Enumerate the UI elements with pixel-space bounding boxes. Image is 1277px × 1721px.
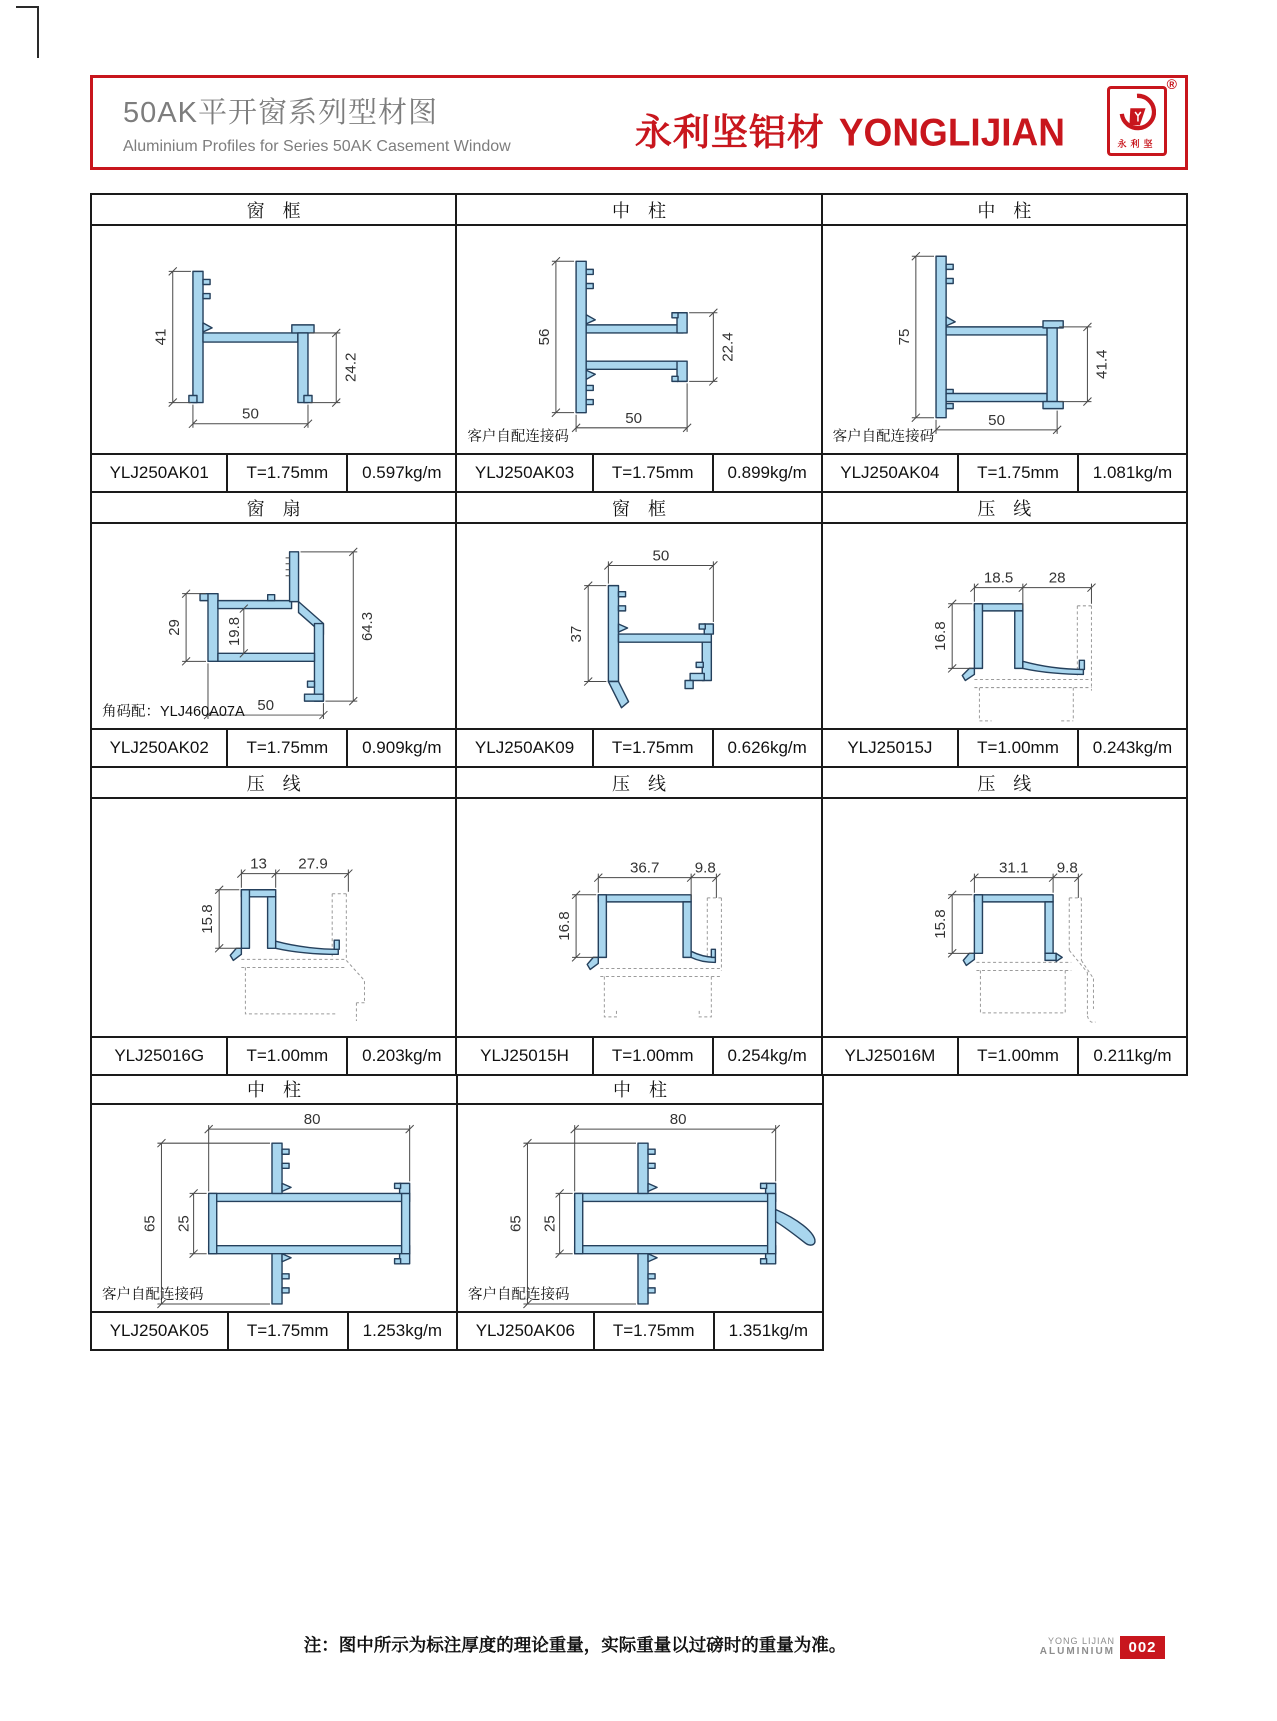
dimension-label: 28 bbox=[1048, 569, 1066, 587]
dimension-label: 37 bbox=[568, 625, 586, 643]
page-title-en: Aluminium Profiles for Series 50AK Casement Window bbox=[123, 138, 511, 155]
profile-drawing-YLJ250AK03 bbox=[457, 226, 822, 453]
dimension-label: 50 bbox=[242, 405, 259, 423]
profile-drawing-YLJ250AK04 bbox=[823, 226, 1186, 453]
profile-category-title: 中 柱 bbox=[613, 1079, 667, 1100]
cell-note: 客户自配连接码 bbox=[468, 1287, 570, 1303]
dimension-label: 25 bbox=[541, 1215, 559, 1232]
dimension-label: 50 bbox=[987, 411, 1005, 429]
weight-value: 0.243kg/m bbox=[1077, 730, 1186, 766]
dimension-label: 18.5 bbox=[983, 569, 1013, 587]
dimension-label: 56 bbox=[536, 328, 554, 346]
thickness-value: T=1.75mm bbox=[592, 730, 712, 766]
thickness-value: T=1.00mm bbox=[957, 730, 1077, 766]
dimension-label: 9.8 bbox=[1056, 859, 1078, 877]
brand-name-cn: 永利坚铝材 bbox=[634, 112, 825, 153]
model-number: YLJ250AK03 bbox=[474, 463, 575, 482]
profile-drawing-YLJ250AK09 bbox=[457, 524, 822, 728]
profile-category-title: 窗 框 bbox=[92, 195, 457, 224]
dimension-label: 80 bbox=[303, 1111, 321, 1129]
cell-note: 客户自配连接码 bbox=[832, 429, 935, 445]
weight-value: 1.081kg/m bbox=[1077, 455, 1186, 491]
dimension-label: 29 bbox=[166, 619, 184, 636]
weight-value: 0.909kg/m bbox=[346, 730, 455, 766]
thickness-value: T=1.75mm bbox=[592, 455, 712, 491]
profile-drawing-YLJ25015H bbox=[457, 799, 822, 1036]
profile-category-title: 压 线 bbox=[457, 768, 822, 797]
dimension-label: 50 bbox=[625, 409, 643, 427]
footer-note: 注：图中所示为标注厚度的理论重量，实际重量以过磅时的重量为准。 bbox=[303, 1635, 847, 1655]
footer-brand bbox=[975, 1636, 1115, 1658]
cell-note: 角码配：YLJ460A07A bbox=[102, 704, 245, 720]
profile-drawing-YLJ250AK01 bbox=[92, 226, 457, 453]
model-number: YLJ250AK09 bbox=[474, 738, 575, 757]
model-number: YLJ25016M bbox=[844, 1046, 936, 1065]
dimension-label: 24.2 bbox=[342, 352, 360, 382]
dimension-label: 9.8 bbox=[695, 859, 717, 877]
thickness-value: T=1.75mm bbox=[593, 1313, 713, 1349]
model-number: YLJ250AK06 bbox=[475, 1321, 575, 1340]
profile-category-title: 压 线 bbox=[92, 768, 457, 797]
page-title-cn: 50AK平开窗系列型材图 bbox=[123, 97, 438, 129]
dimension-label: 27.9 bbox=[298, 855, 328, 873]
model-number: YLJ250AK05 bbox=[109, 1321, 209, 1340]
model-number: YLJ25015H bbox=[480, 1046, 569, 1065]
weight-value: 0.597kg/m bbox=[346, 455, 455, 491]
weight-value: 0.626kg/m bbox=[712, 730, 821, 766]
footer-brand-line2: ALUMINIUM bbox=[1039, 1646, 1115, 1658]
header-box bbox=[90, 75, 1188, 170]
model-number: YLJ250AK02 bbox=[109, 738, 209, 757]
crop-mark-horizontal bbox=[16, 6, 39, 8]
dimension-label: 16.8 bbox=[556, 911, 574, 941]
thickness-value: T=1.00mm bbox=[957, 1038, 1077, 1074]
model-number: YLJ25016G bbox=[114, 1046, 205, 1065]
profile-drawing-YLJ250AK05 bbox=[92, 1105, 458, 1311]
model-number: YLJ250AK04 bbox=[840, 463, 940, 482]
profile-category-title: 窗 扇 bbox=[92, 493, 457, 522]
dimension-label: 41.4 bbox=[1093, 349, 1111, 379]
dimension-label: 80 bbox=[669, 1111, 687, 1129]
cell-note: 客户自配连接码 bbox=[467, 429, 569, 445]
profile-category-title: 压 线 bbox=[977, 773, 1032, 794]
dimension-label: 41 bbox=[152, 328, 170, 346]
yonglijian-logo-icon bbox=[1118, 93, 1156, 131]
weight-value: 1.253kg/m bbox=[347, 1313, 456, 1349]
yonglijian-logo bbox=[1107, 86, 1167, 156]
profile-category-title: 中 柱 bbox=[457, 195, 822, 224]
profile-category-title: 中 柱 bbox=[92, 1074, 458, 1103]
brand-name-en: YONGLIJIAN bbox=[838, 110, 1065, 154]
profile-drawing-YLJ25015J bbox=[823, 524, 1186, 728]
dimension-label: 36.7 bbox=[630, 859, 660, 877]
weight-value: 1.351kg/m bbox=[713, 1313, 822, 1349]
dimension-label: 25 bbox=[175, 1215, 193, 1232]
model-number: YLJ250AK01 bbox=[109, 463, 209, 482]
thickness-value: T=1.00mm bbox=[226, 1038, 346, 1074]
weight-value: 0.254kg/m bbox=[712, 1038, 821, 1074]
thickness-value: T=1.75mm bbox=[226, 730, 346, 766]
profiles-table bbox=[90, 193, 1188, 1076]
profile-category-title: 中 柱 bbox=[977, 200, 1032, 221]
dimension-label: 50 bbox=[652, 547, 670, 565]
dimension-label: 15.8 bbox=[931, 909, 949, 939]
model-number: YLJ25015J bbox=[847, 738, 933, 757]
dimension-label: 19.8 bbox=[225, 616, 243, 646]
page-number-badge: 002 bbox=[1120, 1636, 1165, 1659]
profiles-table-row4 bbox=[90, 1074, 824, 1351]
profile-drawing-YLJ250AK06 bbox=[458, 1105, 822, 1311]
footer-brand-line1: YONG LIJIAN bbox=[1047, 1636, 1115, 1646]
dimension-label: 13 bbox=[250, 855, 267, 873]
thickness-value: T=1.00mm bbox=[592, 1038, 712, 1074]
profile-category-title: 压 线 bbox=[977, 498, 1032, 519]
dimension-label: 15.8 bbox=[199, 904, 217, 934]
crop-mark-vertical bbox=[37, 6, 39, 58]
profile-drawing-YLJ25016G bbox=[92, 799, 457, 1036]
profile-drawing-YLJ250AK02 bbox=[92, 524, 457, 728]
dimension-label: 31.1 bbox=[998, 859, 1029, 877]
thickness-value: T=1.75mm bbox=[226, 455, 346, 491]
dimension-label: 64.3 bbox=[359, 611, 377, 642]
profile-category-title: 窗 框 bbox=[457, 493, 822, 522]
logo-characters: 永利坚 bbox=[1117, 139, 1157, 149]
profile-drawing-YLJ25016M bbox=[823, 799, 1186, 1036]
weight-value: 0.899kg/m bbox=[712, 455, 821, 491]
dimension-label: 50 bbox=[257, 697, 274, 715]
registered-trademark-icon: ® bbox=[1166, 76, 1177, 92]
dimension-label: 22.4 bbox=[719, 332, 737, 362]
dimension-label: 75 bbox=[895, 328, 913, 346]
dimension-label: 16.8 bbox=[931, 621, 949, 651]
thickness-value: T=1.75mm bbox=[227, 1313, 347, 1349]
dimension-label: 65 bbox=[141, 1215, 159, 1232]
weight-value: 0.203kg/m bbox=[346, 1038, 455, 1074]
cell-note: 客户自配连接码 bbox=[102, 1287, 204, 1303]
dimension-label: 65 bbox=[507, 1215, 525, 1232]
thickness-value: T=1.75mm bbox=[957, 455, 1077, 491]
weight-value: 0.211kg/m bbox=[1077, 1038, 1186, 1074]
